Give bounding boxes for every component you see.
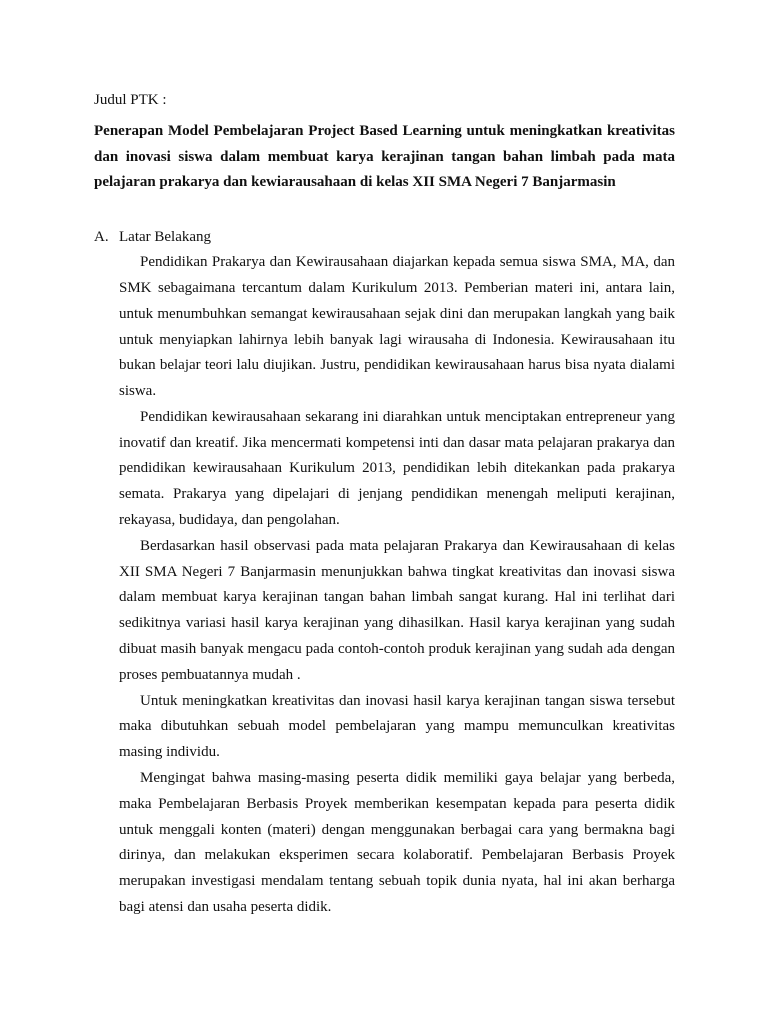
section-heading [94, 225, 675, 250]
paragraph: Pendidikan kewirausahaan sekarang ini diarahkan untuk menciptakan entrepreneur yang inovatif dan kreatif. Jika mencermati kompetensi inti dan dasar mata pelajaran prakarya dan pendidikan kewirausahaan Kurikulum 2013, pendidikan lebih ditekankan pada prakarya semata. Prakarya yang dipelajari di jenjang pendidikan menengah meliputi kerajinan, rekayasa, budidaya, dan pengolahan. [119, 408, 675, 529]
paragraph: Untuk meningkatkan kreativitas dan inovasi hasil karya kerajinan tangan siswa tersebut maka dibutuhkan sebuah model pembelajaran yang mampu memunculkan kreativitas masing individu. [119, 692, 675, 761]
paragraph: Pendidikan Prakarya dan Kewirausahaan diajarkan kepada semua siswa SMA, MA, dan SMK sebagaimana tercantum dalam Kurikulum 2013. Pemberian materi ini, antara lain, untuk menumbuhkan semangat kewirausahaan sejak dini dan merupakan langkah yang baik untuk menyiapkan lahirnya lebih banyak lagi wirausaha di Indonesia. Kewirausahaan itu bukan belajar teori lalu diujikan. Justru, pendidikan kewirausahaan harus bisa nyata dialami siswa. [119, 254, 675, 400]
section-title: Latar Belakang [119, 229, 212, 246]
paragraph: Berdasarkan hasil observasi pada mata pelajaran Prakarya dan Kewirausahaan di kelas XII SMA Negeri 7 Banjarmasin menunjukkan bahwa tingkat kreativitas dan inovasi siswa dalam membuat karya kerajinan tangan bahan limbah sangat kurang. Hal ini terlihat dari sedikitnya variasi hasil karya kerajinan yang dihasilkan. Hasil karya kerajinan yang sudah dibuat masih banyak mengacu pada contoh-contoh produk kerajinan yang sudah ada dengan proses pembuatannya mudah . [119, 537, 675, 683]
section-body [119, 250, 675, 921]
document-content [94, 88, 675, 921]
title-label: Judul PTK : [94, 92, 167, 108]
paragraph: Mengingat bahwa masing-masing peserta didik memiliki gaya belajar yang berbeda, maka Pembelajaran Berbasis Proyek memberikan kesempatan kepada para peserta didik untuk menggali konten (materi) dengan menggunakan berbagai cara yang bermakna bagi dirinya, dan melakukan eksperimen secara kolaboratif. Pembelajaran Berbasis Proyek merupakan investigasi mendalam tentang sebuah topik dunia nyata, hal ini akan berharga bagi atensi dan usaha peserta didik. [119, 770, 675, 916]
section-letter: A. [94, 229, 109, 246]
document-title: Penerapan Model Pembelajaran Project Based Learning untuk meningkatkan kreativitas dan inovasi siswa dalam membuat karya kerajinan tangan bahan limbah pada mata pelajaran prakarya dan kewiarausahaan di kelas XII SMA Negeri 7 Banjarmasin [94, 123, 675, 191]
